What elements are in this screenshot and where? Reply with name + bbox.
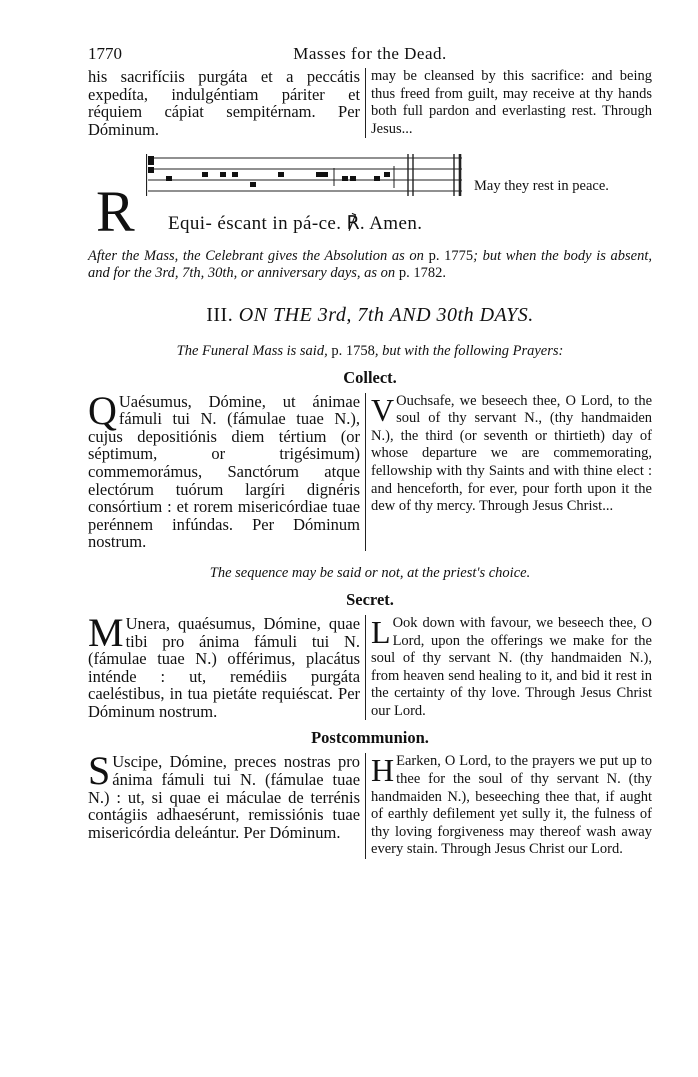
drop-cap: L <box>371 613 391 650</box>
postcommunion-latin <box>88 748 365 859</box>
opening-latin: his sacrifíciis purgáta et a peccátis expedíta, indulgéntiam páriter et réquiem cápiat sempitérnam. Per Dóminum. <box>88 67 361 139</box>
collect-english <box>366 393 652 551</box>
postcommunion-latin-text: Uscipe, Dómine, preces nostras pro ánima fámuli tui N. (fámulae tuae N.) : ut, si quae ei máculae de terrénis contágiis adhaesérunt, remissiónis tuae misericórdia deleántur. Per Dóminum. <box>88 752 361 842</box>
missal-page <box>88 44 652 859</box>
secret-latin-text: Unera, quaésumus, Dómine, quae tibi pro ánima fámuli tui N. (fámulae tuae N.) offérimus, placátus inténde : ut, remédiis purgáta caeléstibus, in tua pietáte requiéscat. Per Dóminum nostrum. <box>88 613 361 721</box>
collect-heading: Collect. <box>343 367 397 387</box>
section-title: ON THE 3rd, 7th AND 30th DAYS. <box>238 303 534 326</box>
page-number: 1770 <box>88 44 122 63</box>
page-header <box>88 44 652 68</box>
chant-text: Equi- éscant in pá-ce. ℟. Amen. <box>168 213 423 235</box>
collect-columns <box>88 387 652 552</box>
funeral-mass-rubric <box>88 343 652 360</box>
secret-english-text: Ook down with favour, we beseech thee, O Lord, upon the offerings we make for the soul of thy servant N. (thy handmaiden N.), from heaven send healing to it, and bid it rest in the certainty of thy love. Through Jesus Christ our Lord. <box>371 614 652 719</box>
section-heading <box>88 304 652 327</box>
rubric-text: , but with the following Prayers: <box>374 342 564 359</box>
rubric-text: The Funeral Mass is said, <box>176 342 332 359</box>
drop-cap: M <box>88 609 124 655</box>
collect-latin-text: Uaésumus, Dómine, ut ánimae fámuli tui N. (fámulae tuae N.), cujus depositiónis diem tértium (or séptimum, or trigésimum) commemorámus, Sanctórum atque electórum tuórum largíri dignéris consórtium : et rorem misericórdiae tuae perénnem infúndas. Per Dóminum nostrum. <box>88 391 361 552</box>
drop-cap: H <box>371 752 395 789</box>
sequence-rubric: The sequence may be said or not, at the priest's choice. <box>209 564 531 581</box>
collect-latin <box>88 387 365 552</box>
chant-staff-drawing <box>146 152 464 200</box>
chant-staff <box>146 152 464 200</box>
secret-english <box>366 615 652 721</box>
secret-heading: Secret. <box>346 589 394 609</box>
postcommunion-english <box>366 753 652 859</box>
secret-columns <box>88 609 652 721</box>
secret-latin <box>88 609 365 721</box>
rubric-page-ref: p. 1758 <box>331 342 375 359</box>
section-numeral: III. <box>206 303 234 326</box>
rubric-page-ref: p. 1782. <box>398 264 446 281</box>
postcommunion-english-text: Earken, O Lord, to the prayers we put up to thee for the soul of thy servant N. (thy handmaiden N.), beseeching thee that, if aught of earthly defilement yet sully it, the fulness of thy loving forgiveness may thereof wash away every stain. Through Jesus Christ our Lord. <box>371 753 652 858</box>
running-head: Masses for the Dead. <box>293 44 447 63</box>
opening-english: may be cleansed by this sacrifice: and being thus freed from guilt, may receive at thy hands both full pardon and everlasting rest. Through Jesus... <box>371 68 652 137</box>
after-mass-rubric <box>88 248 652 281</box>
rubric-text: After the Mass, the Celebrant gives the Absolution as on <box>88 248 429 265</box>
drop-cap: Q <box>88 387 117 433</box>
chant-english: May they rest in peace. <box>474 178 609 195</box>
rubric-text: ; but when the body is absent, and for the 3rd, 7th, 30th, or anniversary days, as on <box>88 248 652 281</box>
opening-prayer-columns <box>88 68 652 138</box>
chant-block <box>88 152 652 248</box>
collect-english-text: Ouchsafe, we beseech thee, O Lord, to the soul of thy servant N., (thy handmaiden N.), the third (or seventh or thirtieth) day of whose departure we are commemorating, fellowship with thy Saints and with thine elect : and henceforth, for ever, pour forth upon it the dew of thy mercy. Through Jesus Christ... <box>371 392 652 515</box>
chant-initial-r: R <box>96 179 135 245</box>
drop-cap: V <box>371 391 395 428</box>
postcommunion-columns <box>88 748 652 859</box>
drop-cap: S <box>88 748 111 794</box>
rubric-page-ref: p. 1775 <box>428 248 474 265</box>
postcommunion-heading: Postcommunion. <box>311 728 429 748</box>
